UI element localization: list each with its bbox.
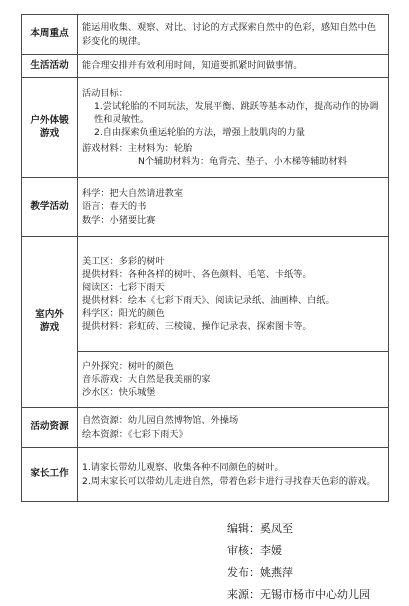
sand-water-area: 沙水区：快乐城堡	[82, 387, 156, 399]
indoor-label-line2: 游戏	[39, 322, 60, 333]
row-outdoor-areas	[22, 352, 389, 408]
credit-publisher: 发布：姚燕萍	[227, 566, 293, 579]
indoor-label-line1: 室内外	[35, 309, 64, 321]
life-activity-text: 能合理安排并有效利用时间，知道要抓紧时间做事情。	[82, 60, 303, 72]
label-resources: 活动资源	[22, 408, 78, 448]
content-resources	[78, 408, 389, 448]
outdoor-material-aux: N个辅助材料为：龟背壳、垫子、小木梯等辅助材料	[138, 156, 347, 168]
label-teaching: 教学活动	[22, 178, 78, 237]
credit-reviewer: 审核：李媛	[227, 544, 282, 557]
teaching-language: 语言：春天的书	[82, 201, 147, 213]
resource-picture-book: 绘本资源：《七彩下雨天》	[82, 428, 188, 440]
teaching-science: 科学：把大自然请进教室	[82, 188, 184, 200]
label-outdoor-games	[22, 78, 78, 178]
outdoor-label-line2: 游戏	[39, 127, 60, 139]
indoor-art-materials: 提供材料：各种各样的树叶、各色颜料、毛笔、卡纸等。	[82, 268, 312, 280]
credits-block	[227, 518, 370, 606]
weekly-focus-text: 能运用收集、观察、对比、讨论的方式探索自然中的色彩，感知自然中色彩变化的规律。	[82, 22, 376, 47]
row-teaching	[22, 178, 389, 237]
parent-task-1: 1.请家长带幼儿观察、收集各种不同颜色的树叶。	[82, 462, 284, 474]
indoor-reading-materials: 提供材料：绘本《七彩下雨天》、阅读记录纸、油画棒、白纸。	[82, 295, 335, 306]
row-resources	[22, 408, 389, 448]
label-life-activity: 生活活动	[22, 55, 78, 78]
row-life-activity	[22, 55, 389, 78]
teaching-math: 数学：小猪要比赛	[82, 214, 156, 226]
label-indoor-games	[22, 237, 78, 408]
indoor-art-area: 美工区：多彩的树叶	[82, 255, 165, 267]
row-weekly-focus	[22, 15, 389, 55]
content-teaching	[78, 178, 389, 237]
indoor-reading-area: 阅读区：七彩下雨天	[82, 281, 165, 293]
row-outdoor-games	[22, 78, 389, 178]
row-indoor-games	[22, 237, 389, 352]
label-weekly-focus: 本周重点	[22, 15, 78, 55]
credit-source: 来源：无锡市杨市中心幼儿园	[227, 588, 370, 601]
resource-nature: 自然资源：幼儿园自然博物馆、外操场	[82, 415, 239, 427]
label-parents: 家长工作	[22, 448, 78, 502]
outdoor-material-main: 游戏材料：主材料为：轮胎	[82, 143, 193, 155]
credit-editor: 编辑：奚凤至	[227, 522, 293, 535]
outdoor-explore-area: 户外探究：树叶的颜色	[82, 360, 174, 372]
indoor-science-area: 科学区：阳光的颜色	[82, 308, 165, 320]
content-weekly-focus	[78, 15, 389, 55]
music-game-area: 音乐游戏：大自然是我美丽的家	[82, 373, 211, 385]
outdoor-goal-2: 2.自由探索负重运轮胎的方法，增强上肢肌肉的力量	[94, 127, 305, 138]
weekly-plan-table	[21, 14, 389, 502]
indoor-science-materials: 提供材料：彩虹砖、三棱镜、操作记录表、探索图卡等。	[82, 321, 312, 333]
row-parents	[22, 448, 389, 502]
outdoor-goal-title: 活动目标：	[82, 87, 128, 99]
content-parents	[78, 448, 389, 502]
outdoor-label-line1: 户外体锻	[30, 114, 69, 126]
outdoor-goal-1: 1.尝试轮胎的不同玩法，发展平衡、跳跃等基本动作，提高动作的协调性和灵敏性。	[94, 100, 379, 125]
parent-task-2: 2.周末家长可以带幼儿走进自然，带着色彩卡进行寻找春天色彩的游戏。	[82, 475, 376, 487]
content-indoor-areas	[78, 237, 389, 352]
content-life-activity	[78, 55, 389, 78]
content-outdoor-areas	[78, 352, 389, 408]
content-outdoor-games	[78, 78, 389, 178]
